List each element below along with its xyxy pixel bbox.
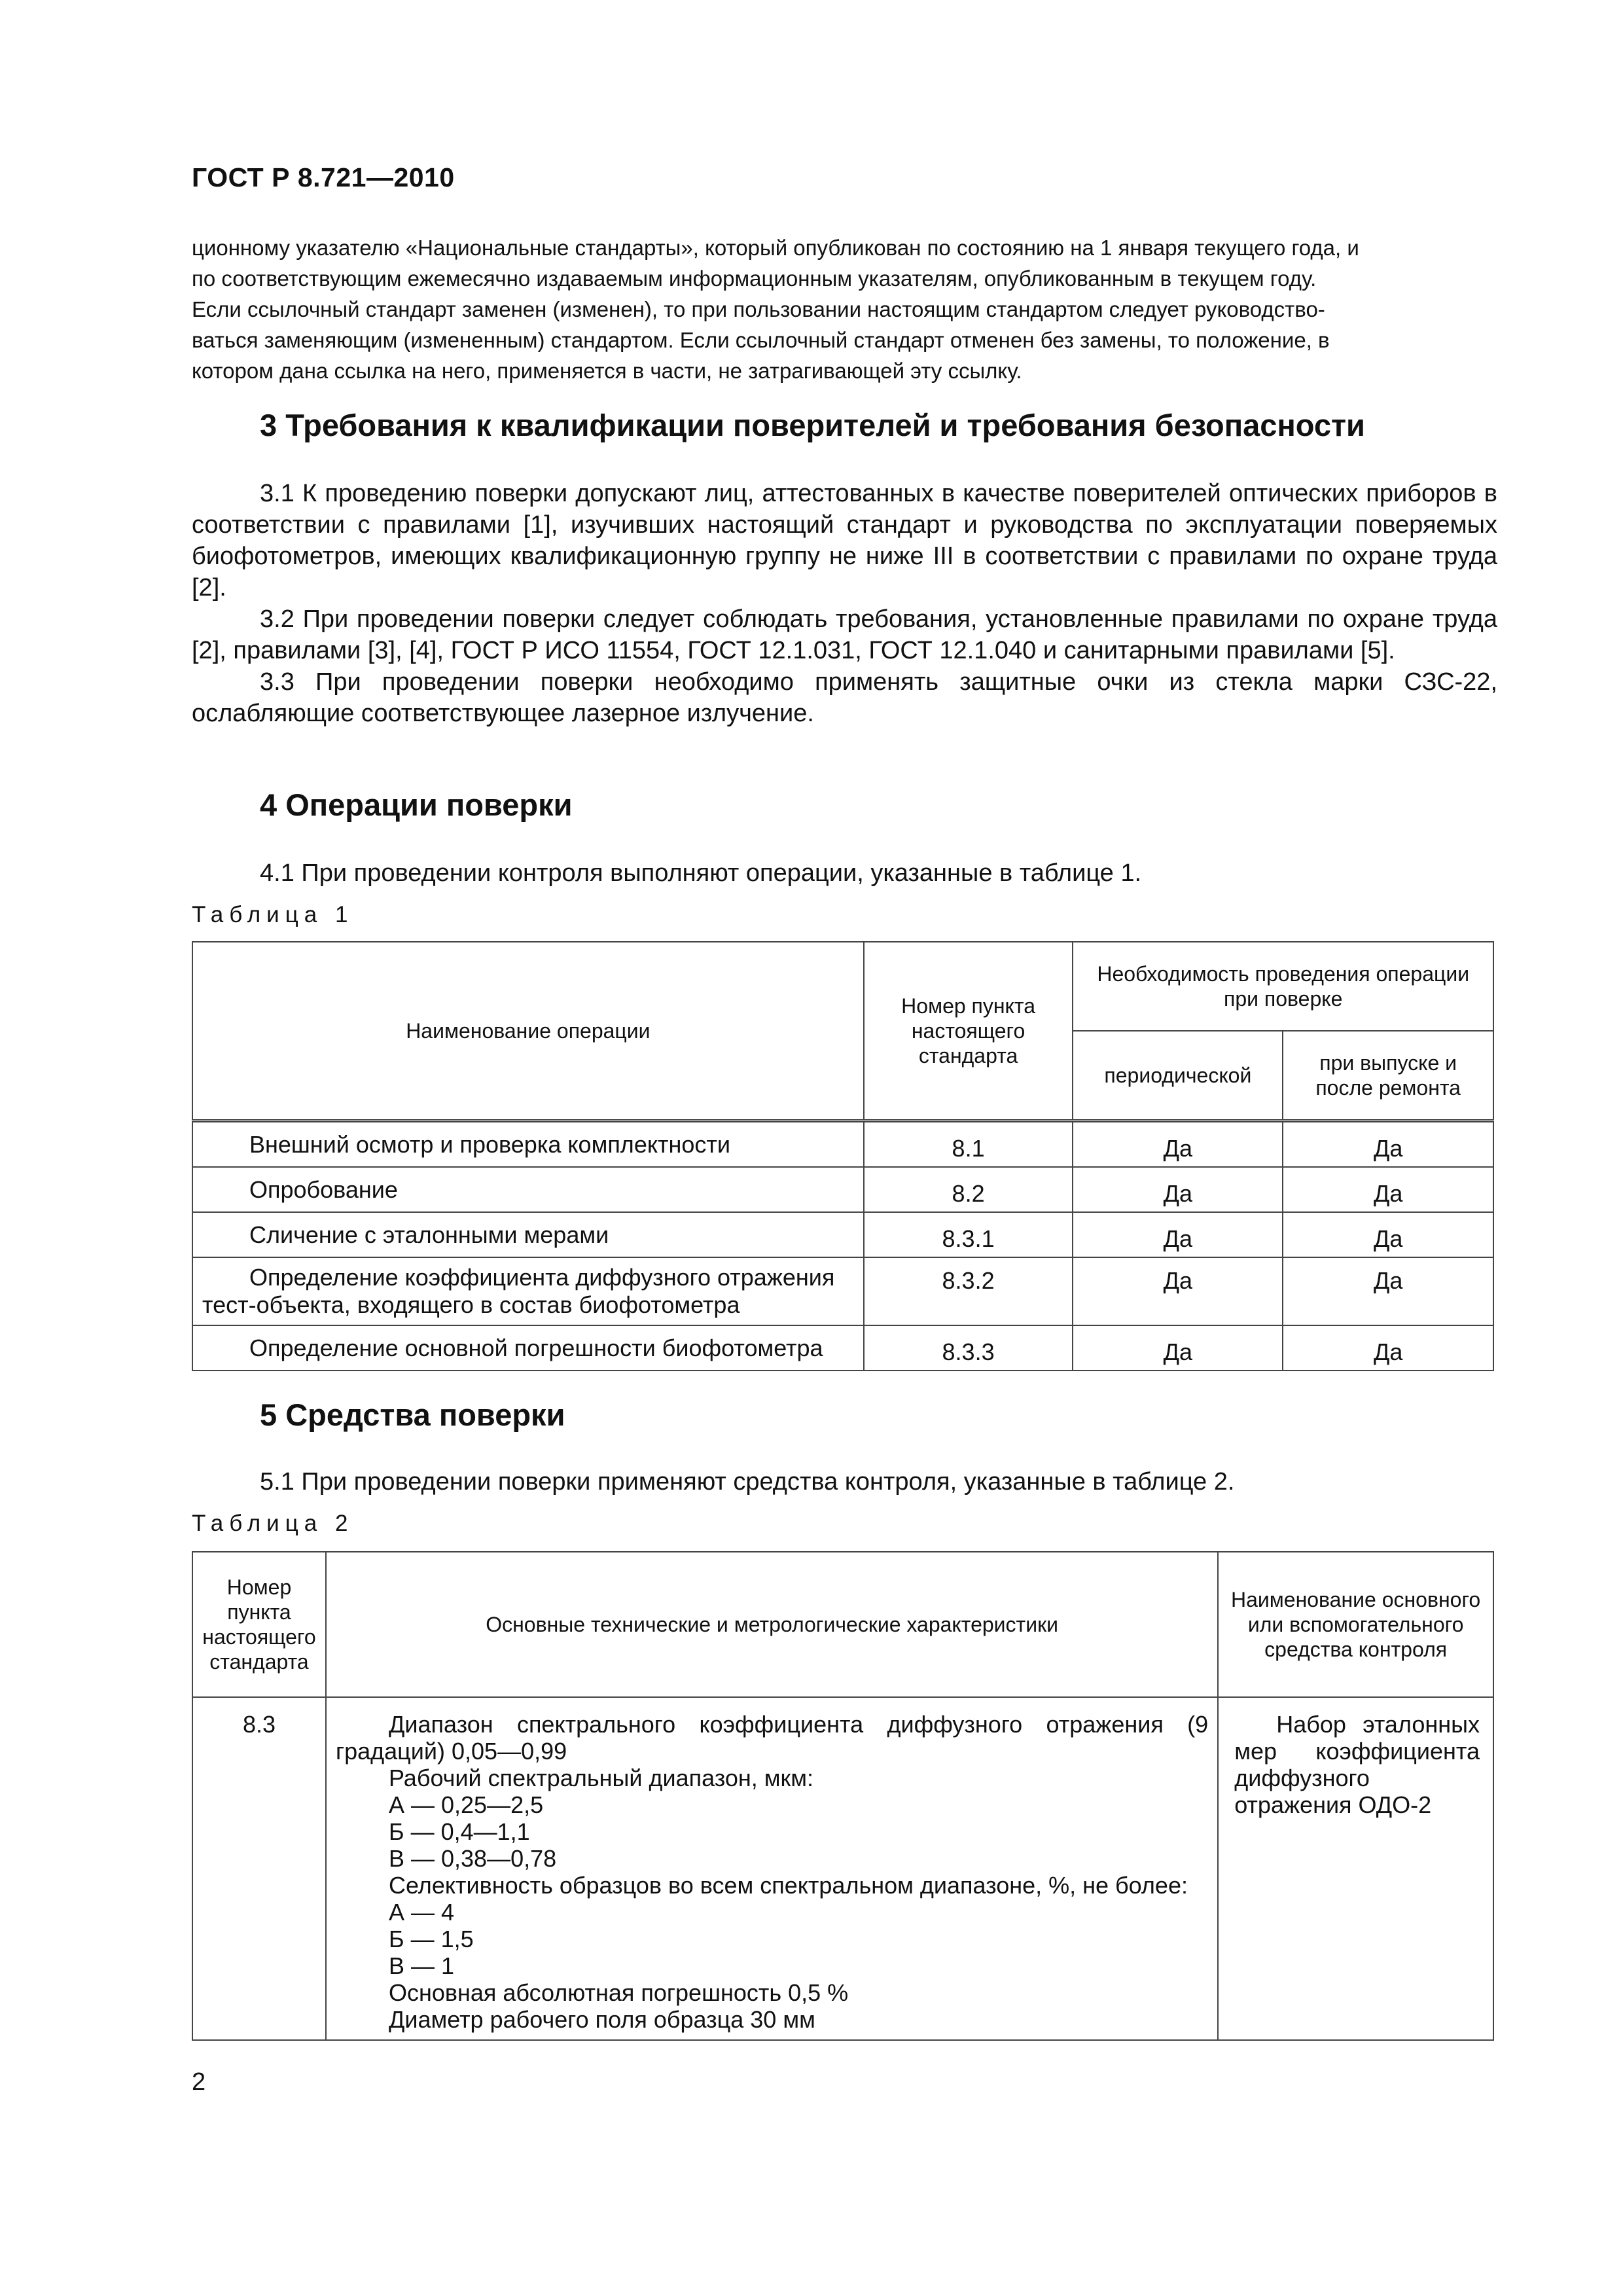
spec-line: Селективность образцов во всем спектральном диапазоне, %, не более: xyxy=(388,1872,1188,1899)
header-periodic: периодической xyxy=(1073,1031,1283,1121)
operation-cell: Опробование xyxy=(192,1167,864,1212)
paragraph-5-1: 5.1 При проведении поверки применяют средства контроля, указанные в таблице 2. xyxy=(260,1468,1235,1496)
spec-line: А — 0,25—2,5 xyxy=(388,1791,544,1818)
header-release-repair: при выпуске и после ремонта xyxy=(1283,1031,1493,1121)
table-row xyxy=(192,1212,1493,1257)
intro-line: ваться заменяющим (измененным) стандартом. Если ссылочный стандарт отменен без замены, то положение, в xyxy=(192,328,1330,352)
section-5-body xyxy=(192,1466,1497,1498)
page-number: 2 xyxy=(192,2068,206,2096)
header-operation: Наименование операции xyxy=(192,942,864,1121)
clause-cell: 8.2 xyxy=(864,1167,1073,1212)
operation-cell: Внешний осмотр и проверка комплектности xyxy=(192,1121,864,1168)
section-3-body xyxy=(192,478,1497,729)
header-characteristics: Основные технические и метрологические характеристики xyxy=(326,1552,1218,1697)
control-tool-cell xyxy=(1218,1697,1493,2040)
spec-line: В — 1 xyxy=(388,1952,455,1979)
clause-cell: 8.3.3 xyxy=(864,1325,1073,1371)
intro-line: по соответствующим ежемесячно издаваемым информационным указателям, опубликованным в текущем году. xyxy=(192,266,1317,291)
paragraph-3-2: 3.2 При проведении поверки следует соблюдать требования, установленные правилами по охране труда [2], правилами [3], [4], ГОСТ Р ИСО 11554, ГОСТ 12.1.031, ГОСТ 12.1.040 и санитарными правилами [5]. xyxy=(192,605,1497,664)
header-clause-number: Номер пункта настоящего стандарта xyxy=(192,1552,326,1697)
periodic-cell: Да xyxy=(1073,1257,1283,1325)
paragraph-3-3: 3.3 При проведении поверки необходимо применять защитные очки из стекла марки СЗС-22, ослабляющие соответствующее лазерное излучение. xyxy=(192,668,1497,727)
operation-cell: Определение коэффициента диффузного отражения тест-объекта, входящего в состав биофотометра xyxy=(192,1257,864,1325)
periodic-cell: Да xyxy=(1073,1212,1283,1257)
spec-line: В — 0,38—0,78 xyxy=(388,1845,557,1872)
section-3-title: 3 Требования к квалификации поверителей и требования безопасности xyxy=(260,408,1365,442)
clause-cell: 8.1 xyxy=(864,1121,1073,1168)
document-header: ГОСТ Р 8.721—2010 xyxy=(192,162,455,192)
release-cell: Да xyxy=(1283,1121,1493,1168)
characteristics-cell xyxy=(326,1697,1218,2040)
paragraph-3-1: 3.1 К проведению поверки допускают лиц, аттестованных в качестве поверителей оптических приборов в соответствии с правилами [1], изучивших настоящий стандарт и руководства по эксплуатации поверяемых биофотометров, имеющих квалификационную группу не ниже III в соответствии с правилами по охране труда [2]. xyxy=(192,480,1497,601)
clause-cell: 8.3 xyxy=(192,1697,326,2040)
table-2 xyxy=(192,1551,1494,2041)
section-5-title: 5 Средства поверки xyxy=(260,1397,565,1432)
section-4-title: 4 Операции поверки xyxy=(260,787,573,822)
control-tool-name: Набор эталонных мер коэффициента диффузного отражения ОДО-2 xyxy=(1234,1711,1480,1818)
spec-line: Рабочий спектральный диапазон, мкм: xyxy=(388,1765,813,1791)
release-cell: Да xyxy=(1283,1212,1493,1257)
periodic-cell: Да xyxy=(1073,1167,1283,1212)
intro-paragraph xyxy=(192,232,1497,386)
section-4-body xyxy=(192,857,1497,889)
table-1-caption: Таблица 1 xyxy=(192,902,354,927)
table-1 xyxy=(192,941,1494,1371)
periodic-cell: Да xyxy=(1073,1325,1283,1371)
clause-cell: 8.3.2 xyxy=(864,1257,1073,1325)
spec-line: Диапазон спектрального коэффициента диффузного отражения (9 градаций) 0,05—0,99 xyxy=(335,1711,1209,1765)
paragraph-4-1: 4.1 При проведении контроля выполняют операции, указанные в таблице 1. xyxy=(260,859,1142,887)
spec-line: Б — 0,4—1,1 xyxy=(388,1818,530,1845)
table-row xyxy=(192,1325,1493,1371)
header-necessity: Необходимость проведения операции при поверке xyxy=(1073,942,1493,1031)
spec-line: Основная абсолютная погрешность 0,5 % xyxy=(388,1979,849,2006)
table-2-caption: Таблица 2 xyxy=(192,1511,354,1536)
table-row xyxy=(192,1121,1493,1168)
table-row xyxy=(192,1257,1493,1325)
intro-line: Если ссылочный стандарт заменен (изменен), то при пользовании настоящим стандартом следует руководство- xyxy=(192,297,1325,321)
table-row xyxy=(192,1167,1493,1212)
intro-line: ционному указателю «Национальные стандарты», который опубликован по состоянию на 1 января текущего года, и xyxy=(192,236,1359,260)
periodic-cell: Да xyxy=(1073,1121,1283,1168)
operation-cell: Сличение с эталонными мерами xyxy=(192,1212,864,1257)
clause-cell: 8.3.1 xyxy=(864,1212,1073,1257)
spec-line: А — 4 xyxy=(388,1899,455,1926)
header-control-tool: Наименование основного или вспомогательного средства контроля xyxy=(1218,1552,1493,1697)
release-cell: Да xyxy=(1283,1167,1493,1212)
table-row xyxy=(192,1697,1493,2040)
release-cell: Да xyxy=(1283,1257,1493,1325)
operation-cell: Определение основной погрешности биофотометра xyxy=(192,1325,864,1371)
spec-line: Диаметр рабочего поля образца 30 мм xyxy=(388,2006,815,2033)
release-cell: Да xyxy=(1283,1325,1493,1371)
intro-line: котором дана ссылка на него, применяется в части, не затрагивающей эту ссылку. xyxy=(192,359,1022,383)
spec-line: Б — 1,5 xyxy=(388,1926,474,1952)
header-clause-number: Номер пункта настоящего стандарта xyxy=(864,942,1073,1121)
